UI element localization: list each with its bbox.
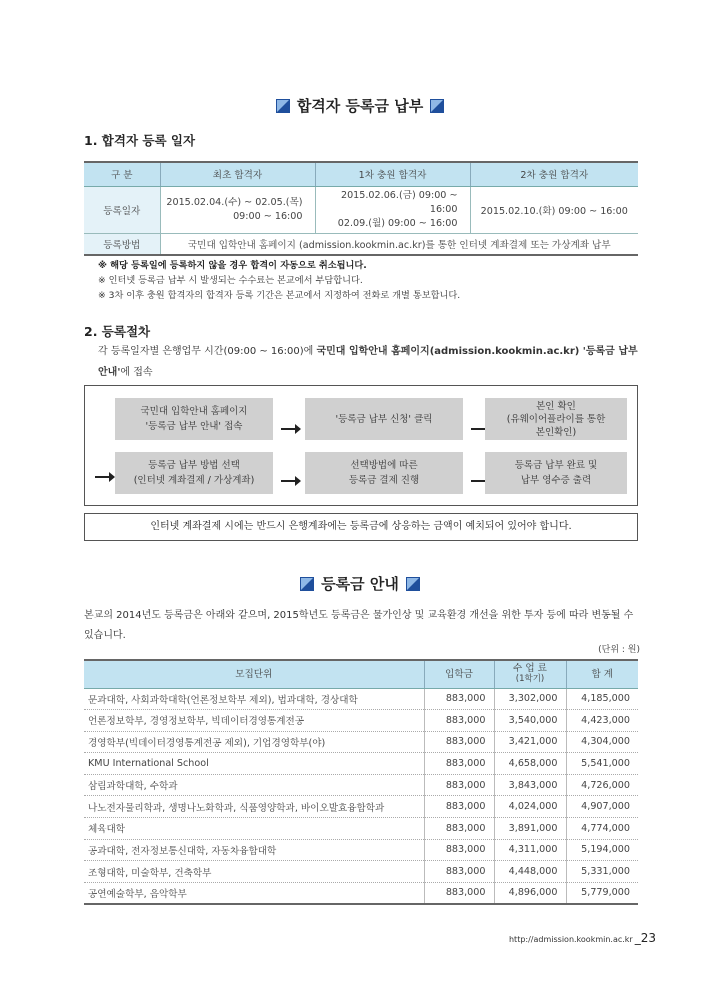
total-cell: 4,185,000 [566,688,638,710]
page-number: _23 [634,931,656,945]
arrow-right-icon [281,424,301,434]
first-round-date-line2: 09:00 ~ 16:00 [233,210,303,222]
tuition-cell: 3,843,000 [494,774,566,796]
unit-name-cell: 언론정보학부, 경영정보학부, 빅데이터경영통계전공 [84,710,424,732]
unit-name-cell: 문과대학, 사회과학대학(언론정보학부 제외), 법과대학, 경상대학 [84,688,424,710]
unit-name-cell: 삼림과학대학, 수학과 [84,774,424,796]
flow-step-pay: 선택방법에 따른 등록금 결제 진행 [305,452,463,494]
section-title-text: 등록금 안내 [321,575,399,593]
tuition-cell: 4,448,000 [494,861,566,883]
footer-url: http://admission.kookmin.ac.kr [508,935,633,944]
tuition-cell: 3,891,000 [494,818,566,840]
unit-name-cell: 공과대학, 전자정보통신대학, 자동차융합대학 [84,839,424,861]
total-cell: 5,779,000 [566,882,638,904]
entrance-fee-cell: 883,000 [424,882,494,904]
entrance-fee-cell: 883,000 [424,818,494,840]
square-bullet-icon [430,99,444,113]
procedure-line1: 각 등록일자별 은행업무 시간(09:00 ~ 16:00)에 국민대 입학안내 홈페이지(admission.kookmin.ac.kr) '등록금 납부안내'에 접속 [98,346,638,378]
total-cell: 4,907,000 [566,796,638,818]
homepage-link-text: 국민대 입학안내 홈페이지(admission.kookmin.ac.kr) '등록금 납부안내' [98,346,638,378]
note-item: ※ 인터넷 등록금 납부 시 발생되는 수수료는 본교에서 부담합니다. [98,275,363,286]
table-header: 최초 합격자 [160,162,315,186]
tuition-cell: 3,421,000 [494,731,566,753]
table-header: 수 업 료 (1학기) [494,660,566,688]
registration-method: 국민대 입학안내 홈페이지 (admission.kookmin.ac.kr)를 통한 인터넷 계좌결제 또는 가상계좌 납부 [160,233,638,255]
total-cell: 4,726,000 [566,774,638,796]
unit-name-cell: 체육대학 [84,818,424,840]
square-bullet-icon [276,99,290,113]
arrow-right-icon [281,476,301,486]
unit-name-cell: 나노전자물리학과, 생명나노화학과, 식품영양학과, 바이오발효융합학과 [84,796,424,818]
table-row [84,710,638,732]
flow-step-verify: 본인 확인 (유웨이어플라이를 통한 본인확인) [485,398,627,440]
entrance-fee-cell: 883,000 [424,839,494,861]
flow-step-receipt: 등록금 납부 완료 및 납부 영수증 출력 [485,452,627,494]
flow-step-apply: '등록금 납부 신청' 클릭 [305,398,463,440]
entrance-fee-cell: 883,000 [424,796,494,818]
arrow-right-icon [95,472,115,482]
unit-name-cell: 경영학부(빅데이터경영통계전공 제외), 기업경영학부(야) [84,731,424,753]
tuition-cell: 3,540,000 [494,710,566,732]
note-item: ※ 3차 이후 충원 합격자의 합격자 등록 기간은 본교에서 지정하여 전화로 개별 통보합니다. [98,290,461,301]
row-label-method: 등록방법 [84,233,160,255]
total-cell: 4,304,000 [566,731,638,753]
table-header: 입학금 [424,660,494,688]
tuition-description [84,606,644,646]
flow-step-choose-method: 등록금 납부 방법 선택 (인터넷 계좌결제 / 가상계좌) [115,452,273,494]
table-row [84,882,638,904]
section-title-payment [0,95,720,116]
table-row [84,774,638,796]
entrance-fee-cell: 883,000 [424,688,494,710]
second-round-date-line2: 02.09.(월) 09:00 ~ 16:00 [337,217,458,229]
entrance-fee-cell: 883,000 [424,710,494,732]
square-bullet-icon [300,577,314,591]
tuition-cell: 3,302,000 [494,688,566,710]
table-row [84,861,638,883]
unit-note: (단위 : 원) [598,645,640,655]
tuition-cell: 4,311,000 [494,839,566,861]
entrance-fee-cell: 883,000 [424,774,494,796]
section-title-tuition [0,573,720,594]
total-cell: 5,541,000 [566,753,638,775]
table-row [84,753,638,775]
tuition-description-line2: 있습니다. [84,630,126,641]
unit-name-cell: 공연예술학부, 음악학부 [88,888,187,900]
entrance-fee-cell: 883,000 [424,861,494,883]
tuition-table [84,659,638,905]
notes-list [98,258,460,303]
total-cell: 4,423,000 [566,710,638,732]
first-round-date [160,186,315,233]
tuition-description-line1: 본교의 2014년도 등록금은 아래와 같으며, 2015학년도 등록금은 물가인상 및 교육환경 개선을 위한 투자 등에 따라 변동될 수 [84,610,634,621]
table-header: 구 분 [84,162,160,186]
total-cell: 5,194,000 [566,839,638,861]
note-item: ※ 해당 등록일에 등록하지 않을 경우 합격이 자동으로 취소됩니다. [98,260,367,271]
square-bullet-icon [406,577,420,591]
second-round-date-line1: 2015.02.06.(금) 09:00 ~ 16:00 [340,189,458,215]
third-round-date: 2015.02.10.(화) 09:00 ~ 16:00 [470,186,638,233]
subheading-procedure: 2. 등록절차 [84,324,151,339]
table-header: 모집단위 [84,660,424,688]
first-round-date-line1: 2015.02.04.(수) ~ 02.05.(목) [166,196,303,208]
table-header: 2차 충원 합격자 [470,162,638,186]
total-cell: 5,331,000 [566,861,638,883]
table-row [84,796,638,818]
flow-step-access: 국민대 입학안내 홈페이지 '등록금 납부 안내' 접속 [115,398,273,440]
unit-name-cell: 조형대학, 미술학부, 건축학부 [84,861,424,883]
table-row [84,731,638,753]
section-title-text: 합격자 등록금 납부 [296,97,424,115]
entrance-fee-cell: 883,000 [424,731,494,753]
second-round-date [315,186,470,233]
table-row [84,839,638,861]
deposit-warning: 인터넷 계좌결제 시에는 반드시 은행계좌에는 등록금에 상응하는 금액이 예치되어 있어야 합니다. [84,513,638,541]
subheading-registration-date: 1. 합격자 등록 일자 [84,133,196,148]
page-footer [509,931,656,945]
entrance-fee-cell: 883,000 [424,753,494,775]
table-row [84,688,638,710]
table-header: 1차 충원 합격자 [315,162,470,186]
tuition-cell: 4,896,000 [494,882,566,904]
table-row [84,818,638,840]
table-header: 합 계 [566,660,638,688]
unit-name-cell: KMU International School [84,753,424,775]
procedure-flowchart [84,385,638,506]
total-cell: 4,774,000 [566,818,638,840]
tuition-cell: 4,658,000 [494,753,566,775]
registration-date-table [84,161,638,256]
tuition-cell: 4,024,000 [494,796,566,818]
row-label-date: 등록일자 [84,186,160,233]
